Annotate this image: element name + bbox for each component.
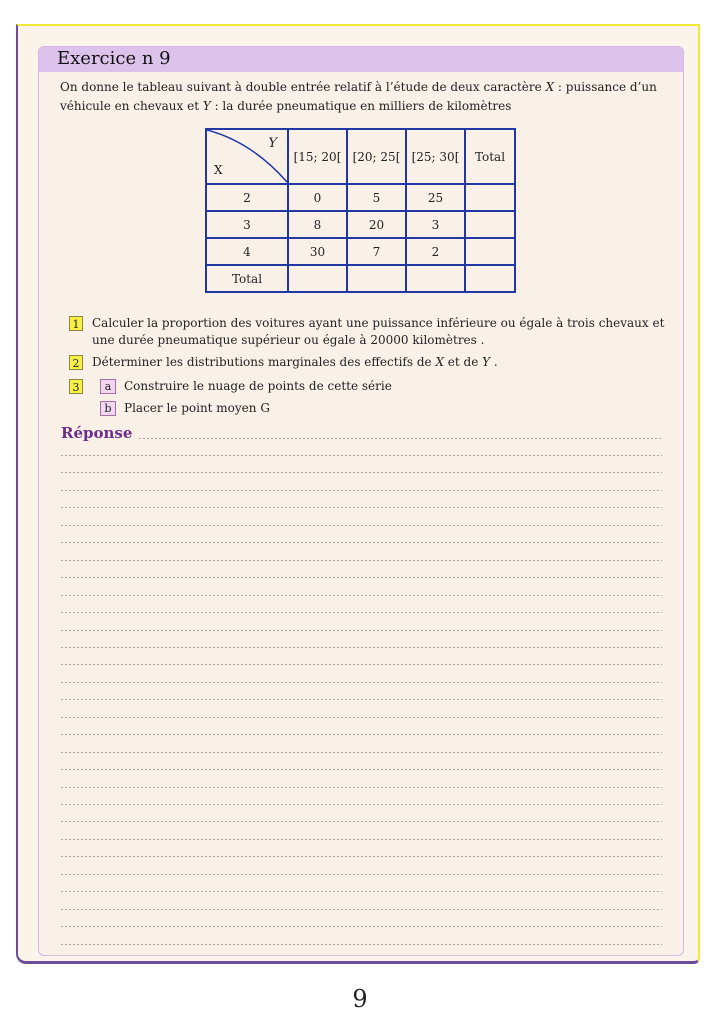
table-row-label: 2: [206, 184, 288, 211]
question-3b-text: Placer le point moyen G: [124, 401, 270, 415]
table-cell: 0: [288, 184, 347, 211]
table-corner-cell: [206, 129, 288, 184]
question-text: .: [490, 355, 498, 369]
answer-line: [60, 647, 662, 648]
question-3a-text: Construire le nuage de points de cette série: [124, 379, 392, 393]
answer-line: [60, 664, 662, 665]
answer-line: [60, 577, 662, 578]
answer-line: [138, 438, 662, 439]
table-row-label: 3: [206, 211, 288, 238]
answer-line: [60, 490, 662, 491]
question-text: Déterminer les distributions marginales des effectifs de: [92, 355, 436, 369]
question-number-badge: 3: [69, 379, 83, 394]
table-cell: 2: [406, 238, 465, 265]
answer-line: [60, 787, 662, 788]
contingency-table: [205, 128, 516, 293]
table-cell: 3: [406, 211, 465, 238]
corner-label-y: Y: [268, 136, 277, 151]
table-cell: 5: [347, 184, 406, 211]
intro-text: véhicule en chevaux et: [60, 99, 203, 113]
table-row: [206, 184, 515, 211]
answer-line: [60, 682, 662, 683]
variable-y: Y: [202, 99, 211, 113]
intro-text: : la durée pneumatique en milliers de kilomètres: [210, 99, 512, 113]
answer-line: [60, 856, 662, 857]
table-cell: 20: [347, 211, 406, 238]
intro-text: On donne le tableau suivant à double entrée relatif à l’étude de deux caractère: [60, 80, 546, 94]
answer-line: [60, 455, 662, 456]
answer-line: [60, 891, 662, 892]
answer-line: [60, 717, 662, 718]
answer-line: [60, 734, 662, 735]
table-header-row: [206, 129, 515, 184]
exercise-intro: [60, 78, 672, 116]
table-header-cell: [15; 20[: [288, 129, 347, 184]
answer-line: [60, 874, 662, 875]
exercise-title: Exercice n 9: [57, 48, 171, 69]
question-1-text: [92, 315, 664, 349]
table-header-cell: Total: [465, 129, 515, 184]
answer-line: [60, 944, 662, 945]
answer-line: [60, 909, 662, 910]
answer-line: [60, 769, 662, 770]
table-row: [206, 211, 515, 238]
variable-y: Y: [482, 355, 491, 369]
variable-x: X: [545, 80, 555, 94]
answer-line: [60, 507, 662, 508]
variable-x: X: [435, 355, 444, 369]
table-cell: [465, 184, 515, 211]
question-number-badge: 2: [69, 355, 83, 370]
table-row-label: 4: [206, 238, 288, 265]
corner-label-x: X: [214, 163, 223, 177]
page-number: 9: [352, 985, 368, 1013]
answer-line: [60, 630, 662, 631]
table-header-cell: [20; 25[: [347, 129, 406, 184]
table-header-cell: [25; 30[: [406, 129, 465, 184]
answer-line: [60, 839, 662, 840]
table-cell: 7: [347, 238, 406, 265]
table-cell: [465, 238, 515, 265]
table-cell: [465, 265, 515, 292]
question-text: Calculer la proportion des voitures ayant une puissance inférieure ou égale à trois chevaux et: [92, 316, 665, 330]
answer-line: [60, 542, 662, 543]
subquestion-badge: a: [100, 379, 116, 394]
table-cell: 30: [288, 238, 347, 265]
table-cell: [406, 265, 465, 292]
answer-line: [60, 472, 662, 473]
answer-line: [60, 804, 662, 805]
answer-line: [60, 612, 662, 613]
answer-line: [60, 752, 662, 753]
answer-label: Réponse: [61, 424, 133, 442]
table-cell: 25: [406, 184, 465, 211]
table-row-label: Total: [206, 265, 288, 292]
intro-text: : puissance d’un: [554, 80, 657, 94]
subquestion-badge: b: [100, 401, 116, 416]
table-row: [206, 238, 515, 265]
question-number-badge: 1: [69, 316, 83, 331]
table-cell: [347, 265, 406, 292]
question-2-text: [92, 354, 498, 371]
table-row: [206, 265, 515, 292]
table-cell: 8: [288, 211, 347, 238]
answer-line: [60, 821, 662, 822]
answer-line: [60, 595, 662, 596]
answer-line: [60, 926, 662, 927]
question-text: une durée pneumatique supérieur ou égale à 20000 kilomètres .: [92, 333, 485, 347]
answer-line: [60, 525, 662, 526]
answer-line: [60, 699, 662, 700]
table-cell: [288, 265, 347, 292]
answer-line: [60, 560, 662, 561]
table-cell: [465, 211, 515, 238]
question-text: et de: [443, 355, 483, 369]
